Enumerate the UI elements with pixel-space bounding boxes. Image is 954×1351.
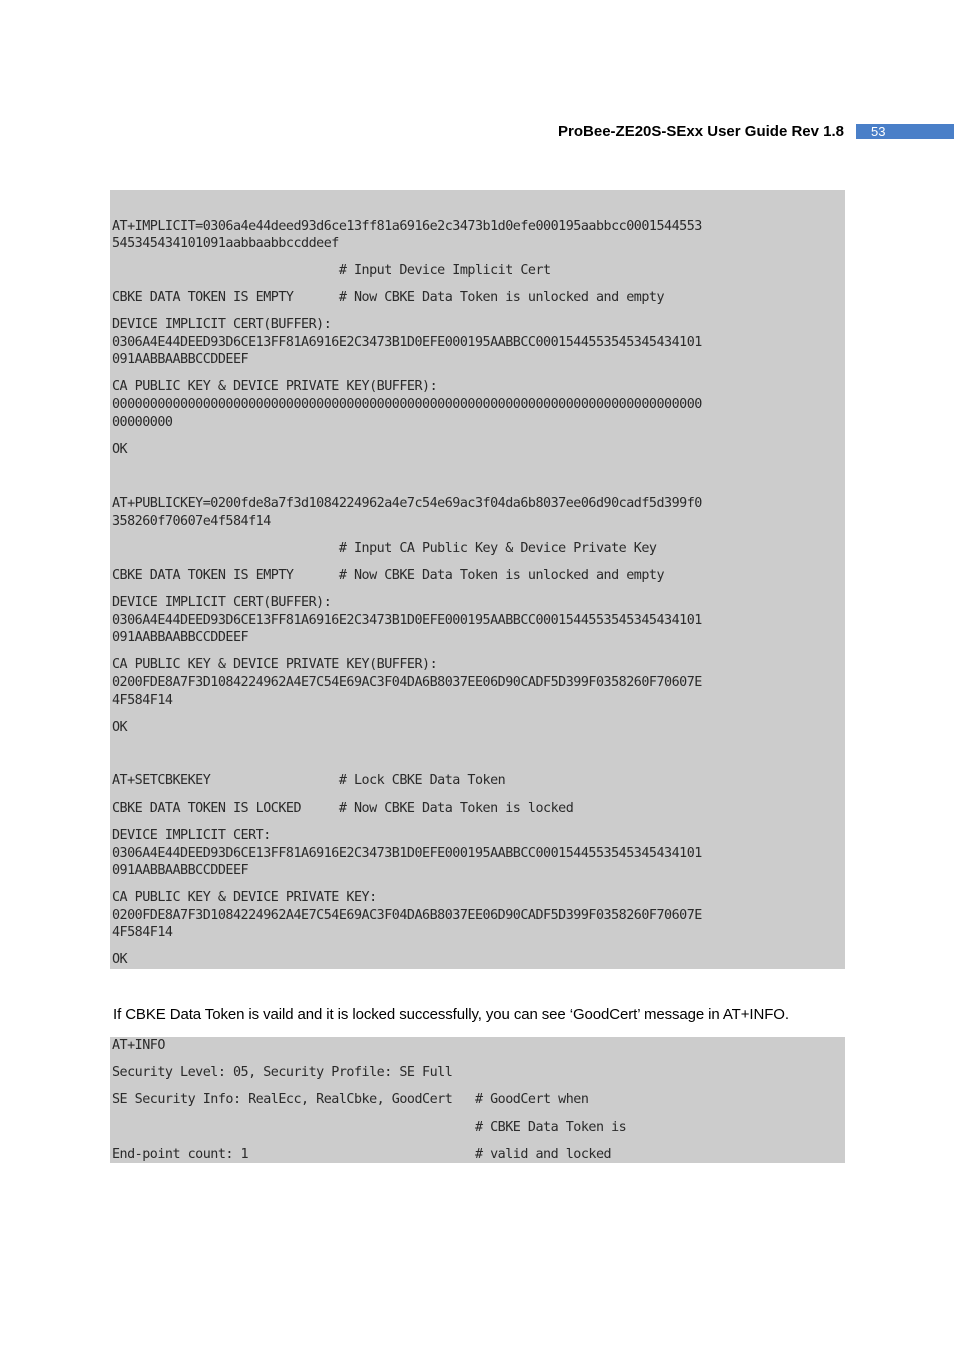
- code-line: DEVICE IMPLICIT CERT(BUFFER):: [112, 595, 332, 610]
- code-line: 0306A4E44DEED93D6CE13FF81A6916E2C3473B1D0EFE000195AABBCC0001544553545345434101: [112, 613, 702, 628]
- code-line: AT+IMPLICIT=0306a4e44deed93d6ce13ff81a6916e2c3473b1d0efe000195aabbcc0001544553: [112, 219, 702, 234]
- document-title: ProBee-ZE20S-SExx User Guide Rev 1.8: [558, 123, 844, 140]
- code-line: 0200FDE8A7F3D1084224962A4E7C54E69AC3F04DA6B8037EE06D90CADF5D399F0358260F70607E: [112, 908, 702, 923]
- code-block-at-info: [110, 1037, 845, 1163]
- code-line: Security Level: 05, Security Profile: SE Full: [112, 1065, 453, 1080]
- code-line: 091AABBAABBCCDDEEF: [112, 352, 249, 367]
- info-paragraph: If CBKE Data Token is vaild and it is locked successfully, you can see ‘GoodCert’ message in AT+INFO.: [113, 1006, 789, 1023]
- code-line: CBKE DATA TOKEN IS EMPTY # Now CBKE Data Token is unlocked and empty: [112, 568, 665, 583]
- code-line: 0306A4E44DEED93D6CE13FF81A6916E2C3473B1D0EFE000195AABBCC0001544553545345434101: [112, 846, 702, 861]
- code-line: CA PUBLIC KEY & DEVICE PRIVATE KEY(BUFFER):: [112, 379, 438, 394]
- code-line: 358260f70607e4f584f14: [112, 514, 271, 529]
- code-line: # Input CA Public Key & Device Private Key: [112, 541, 657, 556]
- page-number: 53: [871, 124, 886, 139]
- code-line: OK: [112, 952, 128, 967]
- code-block-cbke-setup: [110, 190, 845, 969]
- code-line: DEVICE IMPLICIT CERT(BUFFER):: [112, 317, 332, 332]
- code-line: 0200FDE8A7F3D1084224962A4E7C54E69AC3F04DA6B8037EE06D90CADF5D399F0358260F70607E: [112, 675, 702, 690]
- code-line: 091AABBAABBCCDDEEF: [112, 863, 249, 878]
- code-line: # Input Device Implicit Cert: [112, 263, 551, 278]
- code-line: AT+PUBLICKEY=0200fde8a7f3d1084224962a4e7c54e69ac3f04da6b8037ee06d90cadf5d399f0: [112, 496, 702, 511]
- code-line: End-point count: 1 # valid and locked: [112, 1147, 612, 1162]
- code-line: SE Security Info: RealEcc, RealCbke, GoodCert # GoodCert when: [112, 1092, 589, 1107]
- code-line: 091AABBAABBCCDDEEF: [112, 630, 249, 645]
- page-header: [0, 122, 954, 142]
- code-line: 4F584F14: [112, 693, 173, 708]
- code-line: CA PUBLIC KEY & DEVICE PRIVATE KEY(BUFFER):: [112, 657, 438, 672]
- code-line: CBKE DATA TOKEN IS EMPTY # Now CBKE Data Token is unlocked and empty: [112, 290, 665, 305]
- code-line: 4F584F14: [112, 925, 173, 940]
- code-line: 0306A4E44DEED93D6CE13FF81A6916E2C3473B1D0EFE000195AABBCC0001544553545345434101: [112, 335, 702, 350]
- code-line: 00000000: [112, 415, 173, 430]
- code-line: AT+SETCBKEKEY # Lock CBKE Data Token: [112, 773, 506, 788]
- code-line: CBKE DATA TOKEN IS LOCKED # Now CBKE Data Token is locked: [112, 801, 574, 816]
- code-line: 000000000000000000000000000000000000000000000000000000000000000000000000000000: [112, 397, 702, 412]
- code-line: AT+INFO: [112, 1038, 165, 1053]
- code-line: # CBKE Data Token is: [112, 1120, 627, 1135]
- code-line: DEVICE IMPLICIT CERT:: [112, 828, 271, 843]
- code-line: CA PUBLIC KEY & DEVICE PRIVATE KEY:: [112, 890, 377, 905]
- code-line: OK: [112, 442, 128, 457]
- code-line: OK: [112, 720, 128, 735]
- page-number-badge: [856, 124, 954, 139]
- code-line: 545345434101091aabbaabbccddeef: [112, 236, 339, 251]
